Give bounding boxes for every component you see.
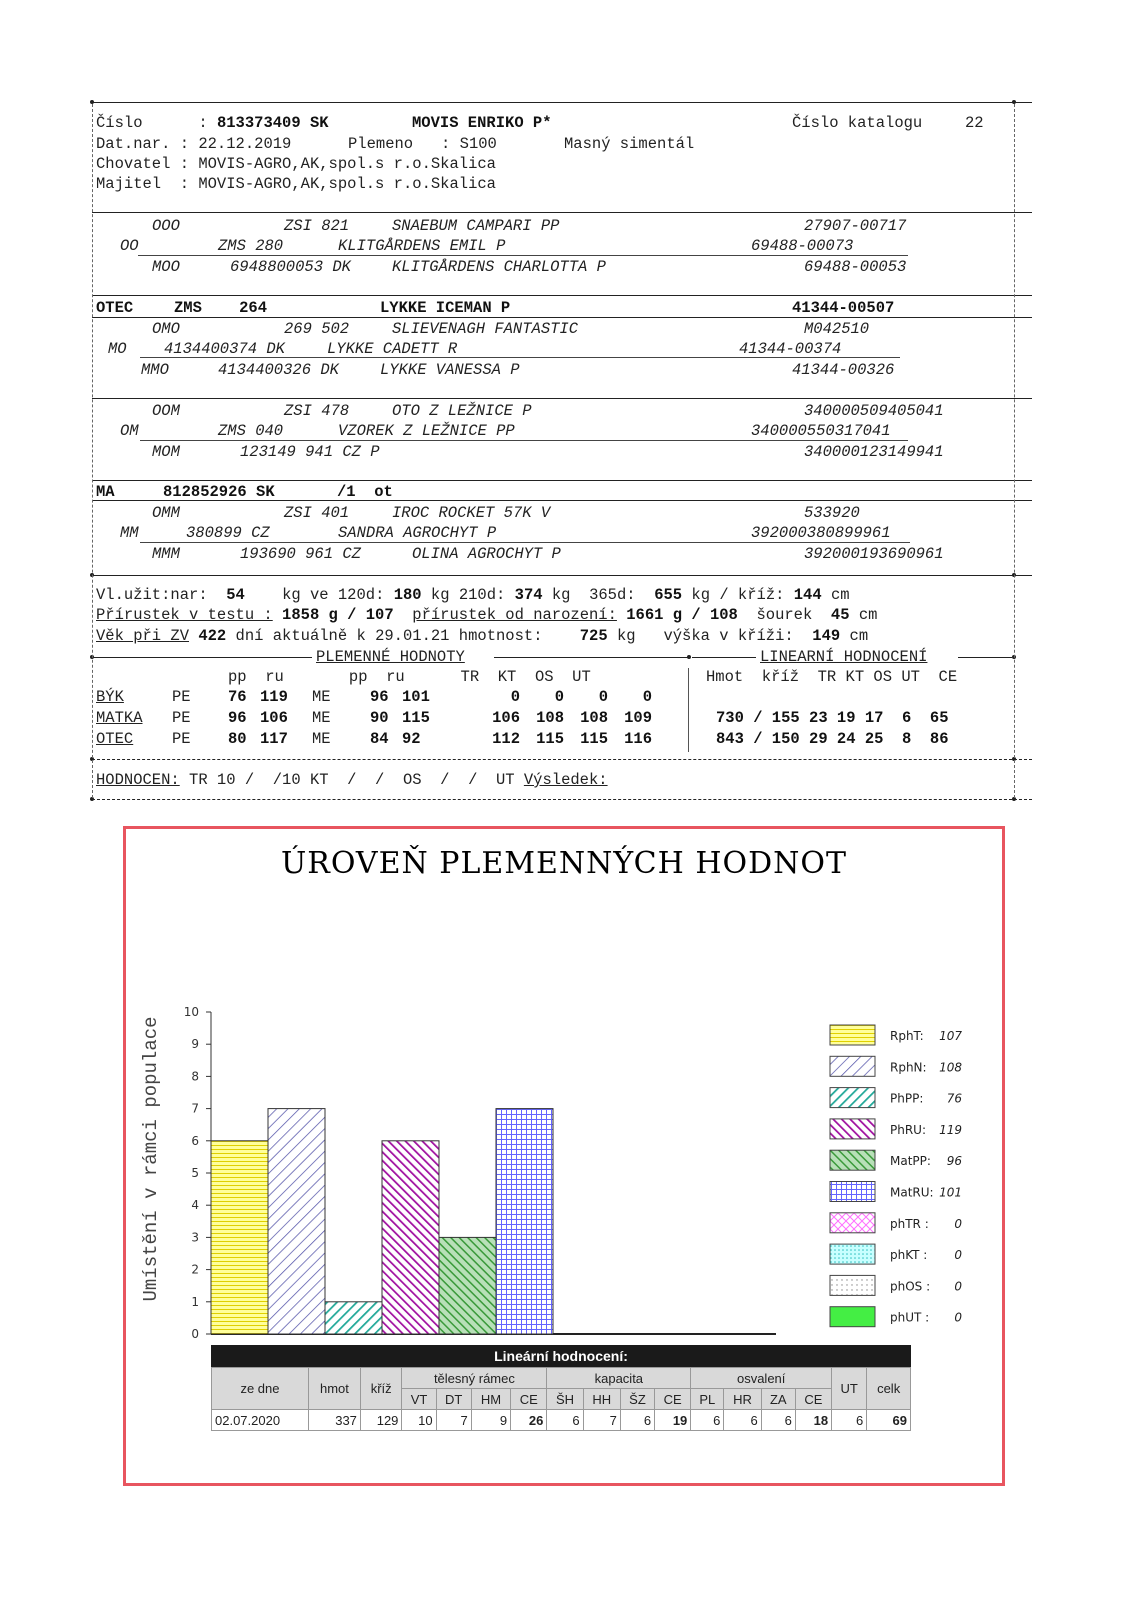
plem-row-ru: 117 bbox=[260, 730, 288, 748]
plem-row-label: OTEC bbox=[96, 730, 134, 748]
plem-row-me: ME bbox=[312, 688, 331, 706]
omm-id: ZSI 401 bbox=[284, 504, 350, 522]
th-osvaleni: osvalení bbox=[691, 1368, 832, 1389]
cislo-label: Číslo : bbox=[96, 114, 208, 132]
mm-role: MM bbox=[120, 524, 139, 542]
y-tick-label: 8 bbox=[191, 1069, 199, 1084]
cell-value: 26 bbox=[511, 1410, 547, 1431]
oom-role: OOM bbox=[152, 402, 180, 420]
legend-value: 96 bbox=[946, 1154, 962, 1169]
th-sub: CE bbox=[511, 1389, 547, 1410]
mo-num: 41344-00374 bbox=[739, 340, 842, 358]
ooo-num: 27907-00717 bbox=[804, 217, 907, 235]
plemeno-name: Masný simentál bbox=[564, 135, 695, 153]
mom-role: MOM bbox=[152, 443, 180, 461]
otec-name: LYKKE ICEMAN P bbox=[380, 299, 511, 317]
perf-line-3: Věk při ZV 422 dní aktuálně k 29.01.21 hmotnost: 725 kg výška v kříži: 149 cm bbox=[96, 627, 869, 645]
cell-value: 10 bbox=[402, 1410, 436, 1431]
legend-swatch bbox=[830, 1275, 875, 1295]
legend-value: 119 bbox=[939, 1122, 962, 1137]
mmo-id: 4134400326 DK bbox=[218, 361, 339, 379]
legend-value: 107 bbox=[939, 1029, 962, 1043]
moo-name: KLITGÅRDENS CHARLOTTA P bbox=[392, 258, 606, 276]
cislo-line bbox=[96, 114, 329, 132]
legend-value: 108 bbox=[939, 1060, 962, 1075]
y-tick-label: 5 bbox=[191, 1166, 199, 1180]
plem-row-values: 0 0 0 0 bbox=[510, 688, 652, 706]
cell-value: 69 bbox=[867, 1410, 911, 1431]
vysledek-label: Výsledek: bbox=[523, 771, 608, 789]
oo-id: ZMS 280 bbox=[218, 237, 284, 255]
mo-name: LYKKE CADETT R bbox=[327, 340, 458, 358]
bar-PhRU bbox=[382, 1141, 439, 1334]
y-tick-label: 3 bbox=[191, 1230, 199, 1245]
th-sub: CE bbox=[655, 1389, 691, 1410]
mom-id: 123149 941 CZ P bbox=[240, 443, 380, 461]
ma-id: 812852926 SK bbox=[163, 483, 275, 501]
legend-swatch bbox=[830, 1213, 875, 1233]
legend-swatch bbox=[830, 1119, 875, 1139]
otec-id: ZMS 264 bbox=[174, 299, 268, 317]
oom-num: 340000509405041 bbox=[804, 402, 944, 420]
mom-num: 340000123149941 bbox=[804, 443, 944, 461]
cell-value: 6 bbox=[724, 1410, 761, 1431]
om-num: 340000550317041 bbox=[751, 422, 891, 440]
plem-row-me: ME bbox=[312, 709, 331, 727]
ooo-id: ZSI 821 bbox=[284, 217, 350, 235]
plem-row-ru: 106 bbox=[260, 709, 288, 727]
legend-value: 0 bbox=[954, 1216, 962, 1231]
plem-row-pe: PE bbox=[172, 688, 191, 706]
legend-label: phTR : bbox=[890, 1216, 929, 1231]
th-hmot: hmot bbox=[309, 1368, 361, 1410]
lin-table-wrap bbox=[211, 1345, 911, 1431]
th-telesny: tělesný rámec bbox=[402, 1368, 547, 1389]
plem-row-mru: 101 bbox=[402, 688, 430, 706]
omm-num: 533920 bbox=[804, 504, 860, 522]
plem-row-ru: 119 bbox=[260, 688, 288, 706]
mmm-name: OLINA AGROCHYT P bbox=[412, 545, 561, 563]
plem-row-me: ME bbox=[312, 730, 331, 748]
hodnocen-line: HODNOCEN: TR 10 / /10 KT / / OS / / UT Výsledek: bbox=[96, 771, 608, 789]
plem-row-mpp: 84 bbox=[370, 730, 389, 748]
cell-value: 7 bbox=[436, 1410, 471, 1431]
bar-MatRU bbox=[496, 1109, 553, 1334]
th-sub: HM bbox=[471, 1389, 510, 1410]
chovatel-label: Chovatel : bbox=[96, 155, 190, 173]
bar-PhPP bbox=[325, 1302, 382, 1334]
plemeno-label: Plemeno : bbox=[348, 135, 451, 153]
y-tick-label: 6 bbox=[191, 1133, 199, 1148]
th-kapacita: kapacita bbox=[547, 1368, 691, 1389]
y-axis-label: Umístění v rámci populace bbox=[140, 1016, 162, 1302]
moo-num: 69488-00053 bbox=[804, 258, 907, 276]
th-sub: ŠH bbox=[547, 1389, 583, 1410]
plem-row-linear: 843 / 150 29 24 25 8 86 bbox=[716, 730, 949, 748]
mmo-role: MMO bbox=[141, 361, 169, 379]
plem-row-mpp: 90 bbox=[370, 709, 389, 727]
omo-id: 269 502 bbox=[284, 320, 350, 338]
cell-value: 337 bbox=[309, 1410, 361, 1431]
cell-value: 19 bbox=[655, 1410, 691, 1431]
cislo-value: 813373409 SK bbox=[216, 114, 329, 132]
legend-swatch bbox=[830, 1307, 875, 1327]
plem-row-mpp: 96 bbox=[370, 688, 389, 706]
th-sub: ZA bbox=[761, 1389, 795, 1410]
otec-num: 41344-00507 bbox=[792, 299, 895, 317]
mmo-name: LYKKE VANESSA P bbox=[380, 361, 520, 379]
bar-MatPP bbox=[439, 1237, 496, 1334]
lin-title: LINEARNÍ HODNOCENÍ bbox=[760, 648, 928, 666]
legend-label: PhPP: bbox=[890, 1091, 924, 1106]
omo-role: OMO bbox=[152, 320, 180, 338]
chovatel-value: MOVIS-AGRO,AK,spol.s r.o.Skalica bbox=[198, 155, 496, 173]
katalog-label: Číslo katalogu bbox=[792, 114, 923, 132]
legend-value: 0 bbox=[954, 1310, 962, 1325]
cell-value: 7 bbox=[583, 1410, 620, 1431]
ooo-name: SNAEBUM CAMPARI PP bbox=[392, 217, 560, 235]
legend-label: phUT : bbox=[890, 1310, 930, 1325]
legend-swatch bbox=[830, 1182, 875, 1202]
plem-row-linear: 730 / 155 23 19 17 6 65 bbox=[716, 709, 949, 727]
plem-row-values: 112 115 115 116 bbox=[492, 730, 652, 748]
plem-row-pp: 96 bbox=[228, 709, 247, 727]
legend-swatch bbox=[830, 1025, 875, 1045]
mo-role: MO bbox=[108, 340, 127, 358]
omm-role: OMM bbox=[152, 504, 180, 522]
plem-title: PLEMENNÉ HODNOTY bbox=[316, 648, 465, 666]
th-ze-dne: ze dne bbox=[212, 1368, 309, 1410]
moo-role: MOO bbox=[152, 258, 180, 276]
oo-name: KLITGÅRDENS EMIL P bbox=[338, 237, 506, 255]
legend-label: MatPP: bbox=[890, 1154, 931, 1169]
plem-head-left: pp ru pp ru TR KT OS UT bbox=[228, 668, 591, 686]
katalog-value: 22 bbox=[965, 114, 984, 132]
th-kriz: kříž bbox=[360, 1368, 402, 1410]
cell-value: 129 bbox=[360, 1410, 402, 1431]
th-sub: PL bbox=[691, 1389, 724, 1410]
legend-label: phKT : bbox=[890, 1248, 928, 1263]
ma-name: /1 ot bbox=[337, 483, 393, 501]
moo-id: 6948800053 DK bbox=[230, 258, 351, 276]
omm-name: IROC ROCKET 57K V bbox=[392, 504, 551, 522]
plem-row-pe: PE bbox=[172, 709, 191, 727]
cell-value: 6 bbox=[832, 1410, 867, 1431]
th-sub: VT bbox=[402, 1389, 436, 1410]
ooo-role: OOO bbox=[152, 217, 180, 235]
plem-row-label: MATKA bbox=[96, 709, 143, 727]
th-ut: UT bbox=[832, 1368, 867, 1410]
oo-num: 69488-00073 bbox=[751, 237, 854, 255]
legend-label: RphN: bbox=[890, 1060, 927, 1075]
plem-row-mru: 115 bbox=[402, 709, 430, 727]
otec-role: OTEC bbox=[96, 299, 134, 317]
bar-RphN bbox=[268, 1109, 325, 1334]
mmm-role: MMM bbox=[152, 545, 180, 563]
y-tick-label: 10 bbox=[183, 1005, 199, 1019]
hodnocen-label: HODNOCEN: bbox=[96, 771, 180, 789]
ma-role: MA bbox=[96, 483, 115, 501]
cell-value: 6 bbox=[691, 1410, 724, 1431]
omo-name: SLIEVENAGH FANTASTIC bbox=[392, 320, 579, 338]
legend-swatch bbox=[830, 1088, 875, 1108]
plem-row-pe: PE bbox=[172, 730, 191, 748]
oom-id: ZSI 478 bbox=[284, 402, 350, 420]
cell-value: 6 bbox=[761, 1410, 795, 1431]
majitel-value: MOVIS-AGRO,AK,spol.s r.o.Skalica bbox=[198, 175, 496, 193]
th-celk: celk bbox=[867, 1368, 911, 1410]
cell-value: 6 bbox=[620, 1410, 654, 1431]
y-tick-label: 1 bbox=[191, 1294, 199, 1309]
th-sub: HR bbox=[724, 1389, 761, 1410]
oo-role: OO bbox=[120, 237, 139, 255]
om-name: VZOREK Z LEŽNICE PP bbox=[338, 422, 515, 440]
cell-value: 6 bbox=[547, 1410, 583, 1431]
th-sub: CE bbox=[795, 1389, 831, 1410]
plem-head-right: Hmot kříž TR KT OS UT CE bbox=[706, 668, 958, 686]
y-tick-label: 4 bbox=[191, 1198, 199, 1213]
y-tick-label: 0 bbox=[191, 1327, 199, 1341]
chart-panel bbox=[123, 826, 1005, 1486]
th-sub: HH bbox=[583, 1389, 620, 1410]
animal-name: MOVIS ENRIKO P* bbox=[412, 114, 552, 132]
cell-date: 02.07.2020 bbox=[212, 1410, 309, 1431]
mm-id: 380899 CZ bbox=[186, 524, 270, 542]
mmm-num: 392000193690961 bbox=[804, 545, 944, 563]
legend-label: MatRU: bbox=[890, 1185, 934, 1200]
legend-value: 76 bbox=[946, 1091, 962, 1106]
om-role: OM bbox=[120, 422, 139, 440]
chart-title: ÚROVEŇ PLEMENNÝCH HODNOT bbox=[280, 846, 848, 881]
legend-swatch bbox=[830, 1244, 875, 1264]
legend-value: 101 bbox=[939, 1185, 962, 1200]
cell-value: 9 bbox=[471, 1410, 510, 1431]
perf-line-1: Vl.užit:nar: 54 kg ve 120d: 180 kg 210d: 374 kg 365d: 655 kg / kříž: 144 cm bbox=[96, 586, 850, 604]
legend-label: RphT: bbox=[890, 1029, 924, 1043]
legend-value: 0 bbox=[954, 1279, 962, 1294]
th-sub: DT bbox=[436, 1389, 471, 1410]
lin-table-title: Lineární hodnocení: bbox=[211, 1345, 911, 1367]
oom-name: OTO Z LEŽNICE P bbox=[392, 402, 532, 420]
omo-num: M042510 bbox=[804, 320, 870, 338]
plem-row-values: 106 108 108 109 bbox=[492, 709, 652, 727]
mmm-id: 193690 961 CZ bbox=[240, 545, 361, 563]
legend-value: 0 bbox=[954, 1248, 962, 1263]
mmo-num: 41344-00326 bbox=[792, 361, 895, 379]
legend-swatch bbox=[830, 1056, 875, 1076]
y-tick-label: 2 bbox=[191, 1262, 199, 1277]
y-tick-label: 7 bbox=[191, 1101, 199, 1116]
plem-row-pp: 76 bbox=[228, 688, 247, 706]
datnar-value: 22.12.2019 bbox=[198, 135, 292, 153]
cell-value: 18 bbox=[795, 1410, 831, 1431]
perf-line-2: Přírustek v testu : 1858 g / 107 přírustek od narození: 1661 g / 108 šourek 45 cm bbox=[96, 606, 878, 624]
legend-label: phOS : bbox=[890, 1279, 931, 1294]
plem-row-pp: 80 bbox=[228, 730, 247, 748]
plem-row-label: BÝK bbox=[96, 688, 124, 706]
datnar-label: Dat.nar. : bbox=[96, 135, 190, 153]
majitel-label: Majitel : bbox=[96, 175, 190, 193]
plemeno-code: S100 bbox=[459, 135, 497, 153]
legend-swatch bbox=[830, 1150, 875, 1170]
lin-table bbox=[211, 1367, 911, 1431]
th-sub: ŠZ bbox=[620, 1389, 654, 1410]
om-id: ZMS 040 bbox=[218, 422, 284, 440]
bar-RphT bbox=[211, 1141, 268, 1334]
y-tick-label: 9 bbox=[191, 1037, 199, 1052]
plem-row-mru: 92 bbox=[402, 730, 421, 748]
mm-name: SANDRA AGROCHYT P bbox=[338, 524, 497, 542]
legend-label: PhRU: bbox=[890, 1122, 927, 1137]
mo-id: 4134400374 DK bbox=[164, 340, 285, 358]
mm-num: 392000380899961 bbox=[751, 524, 891, 542]
